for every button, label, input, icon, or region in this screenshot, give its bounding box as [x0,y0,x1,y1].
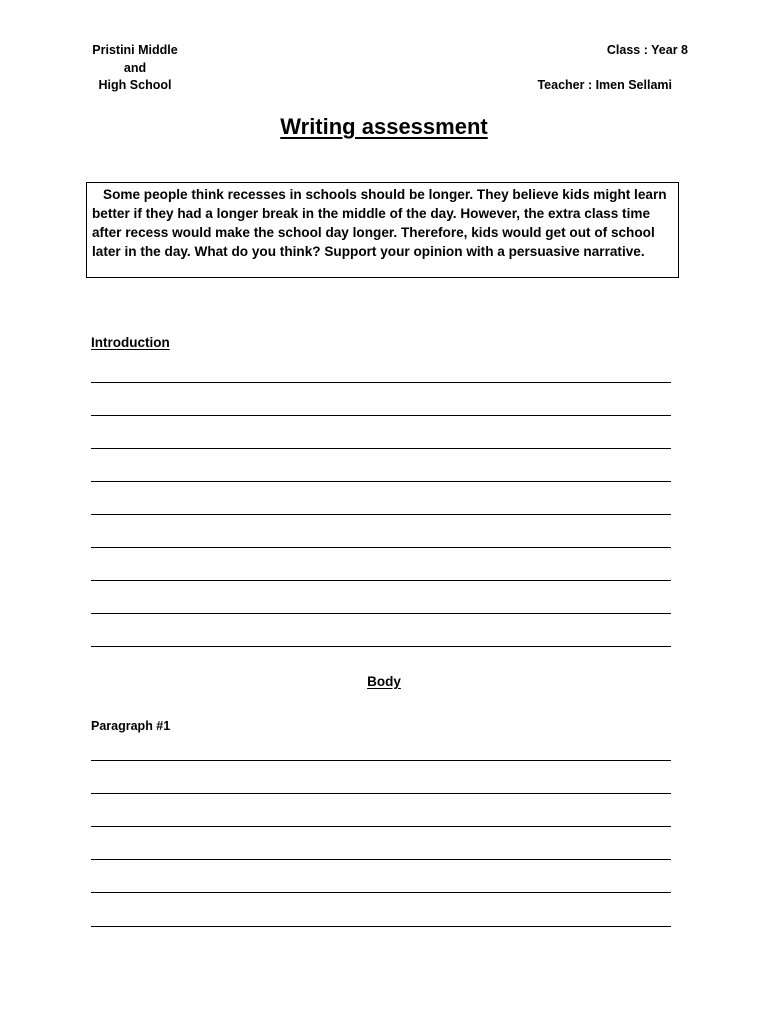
writing-line[interactable] [91,613,671,614]
writing-line[interactable] [91,892,671,893]
writing-line[interactable] [91,547,671,548]
writing-line[interactable] [91,859,671,860]
class-label: Class : Year 8 [606,43,688,57]
body-heading: Body [367,674,401,689]
teacher-label: Teacher : Imen Sellami [537,78,672,92]
writing-line[interactable] [91,926,671,927]
paragraph-1-heading: Paragraph #1 [91,719,171,733]
school-name-line-3: High School [98,78,172,92]
writing-line[interactable] [91,646,671,647]
writing-line[interactable] [91,760,671,761]
writing-line[interactable] [91,382,671,383]
introduction-heading: Introduction [91,335,170,350]
school-name-line-1: Pristini Middle [92,43,178,57]
writing-line[interactable] [91,826,671,827]
school-name [86,42,184,95]
writing-line[interactable] [91,448,671,449]
writing-prompt-box [86,182,679,278]
writing-line[interactable] [91,793,671,794]
writing-prompt-text: Some people think recesses in schools should be longer. They believe kids might learn better if they had a longer break in the middle of the day. However, the extra class time after recess would make the school day longer. Therefore, kids would get out of school later in the day. What do you think? Support your opinion with a persuasive narrative. [92,187,667,259]
writing-line[interactable] [91,514,671,515]
page-title: Writing assessment [280,114,488,139]
writing-line[interactable] [91,481,671,482]
writing-line[interactable] [91,415,671,416]
writing-line[interactable] [91,580,671,581]
school-name-line-2: and [123,60,147,75]
